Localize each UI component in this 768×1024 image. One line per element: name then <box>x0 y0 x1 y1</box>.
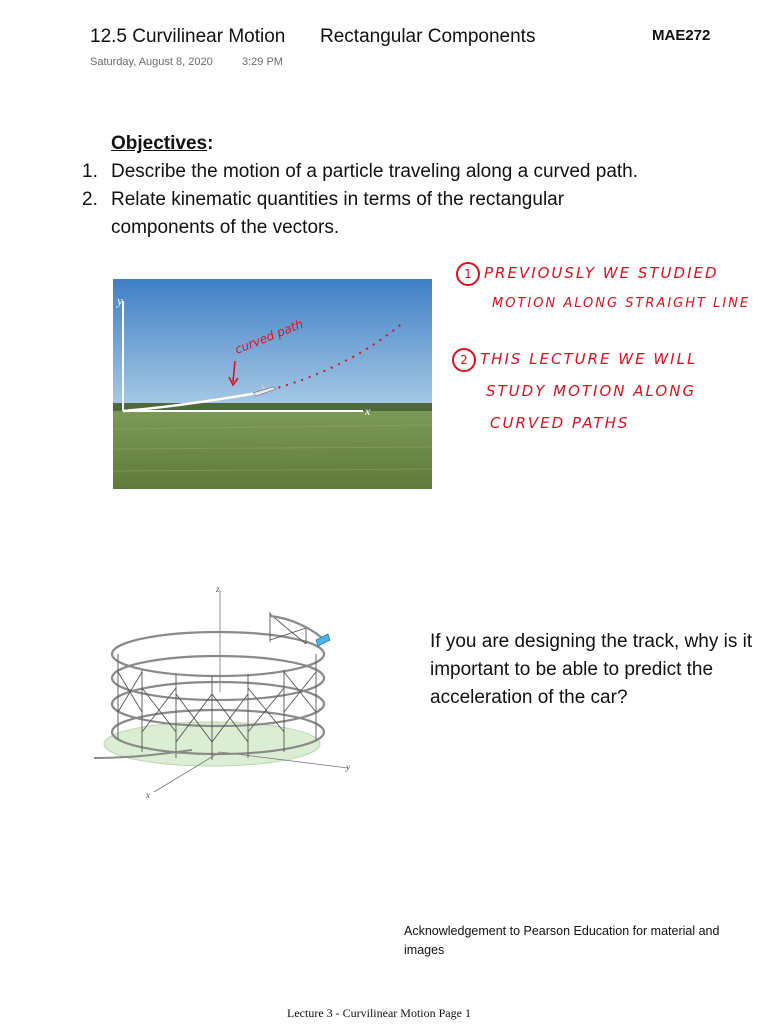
note-2-line-1-text: THIS LECTURE WE WILL <box>480 350 698 368</box>
objectives-heading <box>111 133 213 155</box>
photo-x-label: x <box>365 404 371 418</box>
note-1-line-1-text: PREVIOUSLY WE STUDIED <box>484 264 719 282</box>
airplane-photo-graphic <box>113 279 432 489</box>
objectives-heading-colon: : <box>207 133 214 154</box>
objective-item <box>82 186 722 242</box>
design-question: If you are designing the track, why is it important to be able to predict the acceleration of the car? <box>430 631 753 708</box>
page-date: Saturday, August 8, 2020 <box>90 56 213 68</box>
objective-number: 2. <box>82 189 98 210</box>
handwritten-note-2-line-2: STUDY MOTION ALONG <box>486 382 697 400</box>
acknowledgement: Acknowledgement to Pearson Education for material and images <box>404 924 720 957</box>
coaster-x-label: x <box>146 790 150 800</box>
photo-y-label: y <box>117 293 123 308</box>
topic-title: Rectangular Components <box>320 26 536 47</box>
objective-number: 1. <box>82 161 98 182</box>
section-title: 12.5 Curvilinear Motion <box>90 26 286 47</box>
coaster-figure <box>92 582 372 802</box>
page-time: 3:29 PM <box>242 56 283 68</box>
handwritten-note-2-line-3: CURVED PATHS <box>490 414 630 432</box>
page-footer: Lecture 3 - Curvilinear Motion Page 1 <box>287 1006 471 1020</box>
coaster-z-label: z <box>216 584 220 594</box>
course-code: MAE272 <box>652 27 711 44</box>
airplane-photo <box>113 279 432 489</box>
objective-item <box>82 158 722 186</box>
objective-text: Describe the motion of a particle traveling along a curved path. <box>111 161 639 182</box>
handwritten-note-1-line-1 <box>456 262 719 286</box>
handwritten-note-1-line-2: MOTION ALONG STRAIGHT LINE <box>492 296 751 311</box>
objectives-heading-text: Objectives <box>111 133 208 154</box>
objectives-list <box>82 158 722 242</box>
coaster-y-label: y <box>346 762 350 772</box>
note-1-marker: 1 <box>456 262 480 286</box>
curved-path-label: curved path <box>232 316 306 357</box>
coaster-graphic <box>92 582 372 802</box>
note-2-marker: 2 <box>452 348 476 372</box>
objective-text: Relate kinematic quantities in terms of the rectangular components of the vectors. <box>111 189 565 238</box>
handwritten-note-2-line-1 <box>452 348 697 372</box>
